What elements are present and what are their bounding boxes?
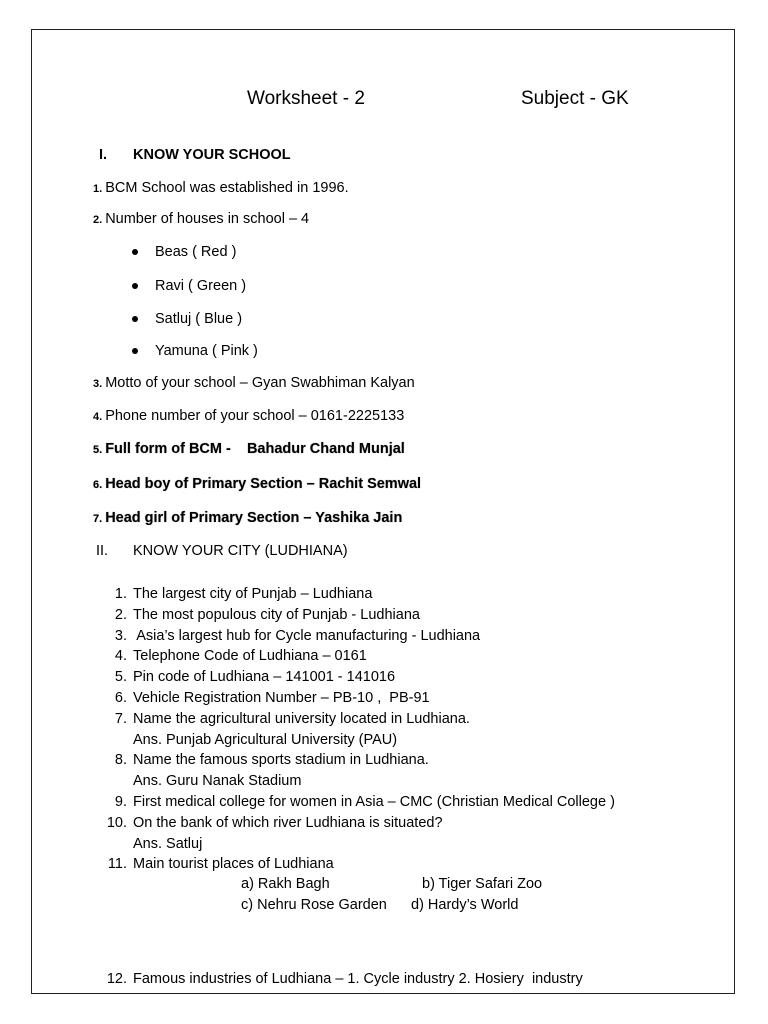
section-1-roman: I.: [99, 147, 108, 163]
school-item-2: 2. Number of houses in school – 4: [93, 211, 310, 227]
school-item-7: 7. Head girl of Primary Section – Yashika Jain: [93, 510, 403, 526]
list-item: 8. Name the famous sports stadium in Ludhiana.: [114, 752, 429, 769]
school-item-5: 5. Full form of BCM - Bahadur Chand Munjal: [93, 441, 405, 457]
list-item: 5. Pin code of Ludhiana – 141001 - 141016: [114, 669, 396, 686]
list-item: 12. Famous industries of Ludhiana – 1. Cycle industry 2. Hosiery industry: [106, 971, 583, 987]
list-item: 4. Telephone Code of Ludhiana – 0161: [114, 648, 367, 665]
list-item: 1. The largest city of Punjab – Ludhiana: [114, 586, 373, 602]
school-item-3: 3. Motto of your school – Gyan Swabhiman Kalyan: [93, 375, 415, 391]
bullet-icon: [132, 316, 138, 322]
list-item: 3. Asia’s largest hub for Cycle manufacturing - Ludhiana: [114, 627, 481, 644]
school-item-6: 6. Head boy of Primary Section – Rachit Semwal: [93, 476, 422, 492]
list-item: 2. The most populous city of Punjab - Ludhiana: [114, 606, 420, 623]
bullet-icon: [132, 283, 138, 289]
tourist-place-c: c) Nehru Rose Garden: [241, 897, 387, 913]
school-item-1: 1. BCM School was established in 1996.: [93, 180, 349, 196]
tourist-place-a: a) Rakh Bagh: [241, 876, 330, 892]
section-1-heading: KNOW YOUR SCHOOL: [133, 147, 291, 163]
worksheet-title: Worksheet - 2: [247, 88, 365, 109]
bullet-icon: [132, 249, 138, 255]
list-item: 11. Main tourist places of Ludhiana: [107, 856, 334, 873]
house-item: Yamuna ( Pink ): [155, 343, 258, 359]
house-item: Ravi ( Green ): [155, 278, 247, 294]
subject-title: Subject - GK: [521, 88, 629, 109]
list-item: 10. On the bank of which river Ludhiana is situated?: [106, 814, 443, 831]
section-2-heading: KNOW YOUR CITY (LUDHIANA): [133, 543, 348, 559]
list-item-answer: Ans. Guru Nanak Stadium: [133, 773, 302, 790]
house-item: Beas ( Red ): [155, 244, 237, 260]
tourist-place-b: b) Tiger Safari Zoo: [422, 876, 543, 892]
list-item: 7. Name the agricultural university located in Ludhiana.: [114, 710, 470, 727]
tourist-place-d: d) Hardy’s World: [411, 897, 519, 913]
house-item: Satluj ( Blue ): [155, 311, 243, 327]
bullet-icon: [132, 348, 138, 354]
school-item-4: 4. Phone number of your school – 0161-2225133: [93, 408, 405, 424]
list-item: 9. First medical college for women in Asia – CMC (Christian Medical College ): [114, 794, 615, 810]
list-item: 6. Vehicle Registration Number – PB-10 , PB-91: [114, 690, 430, 706]
section-2-roman: II.: [96, 543, 109, 559]
list-item-answer: Ans. Punjab Agricultural University (PAU): [133, 731, 398, 748]
list-item-answer: Ans. Satluj: [133, 835, 203, 852]
